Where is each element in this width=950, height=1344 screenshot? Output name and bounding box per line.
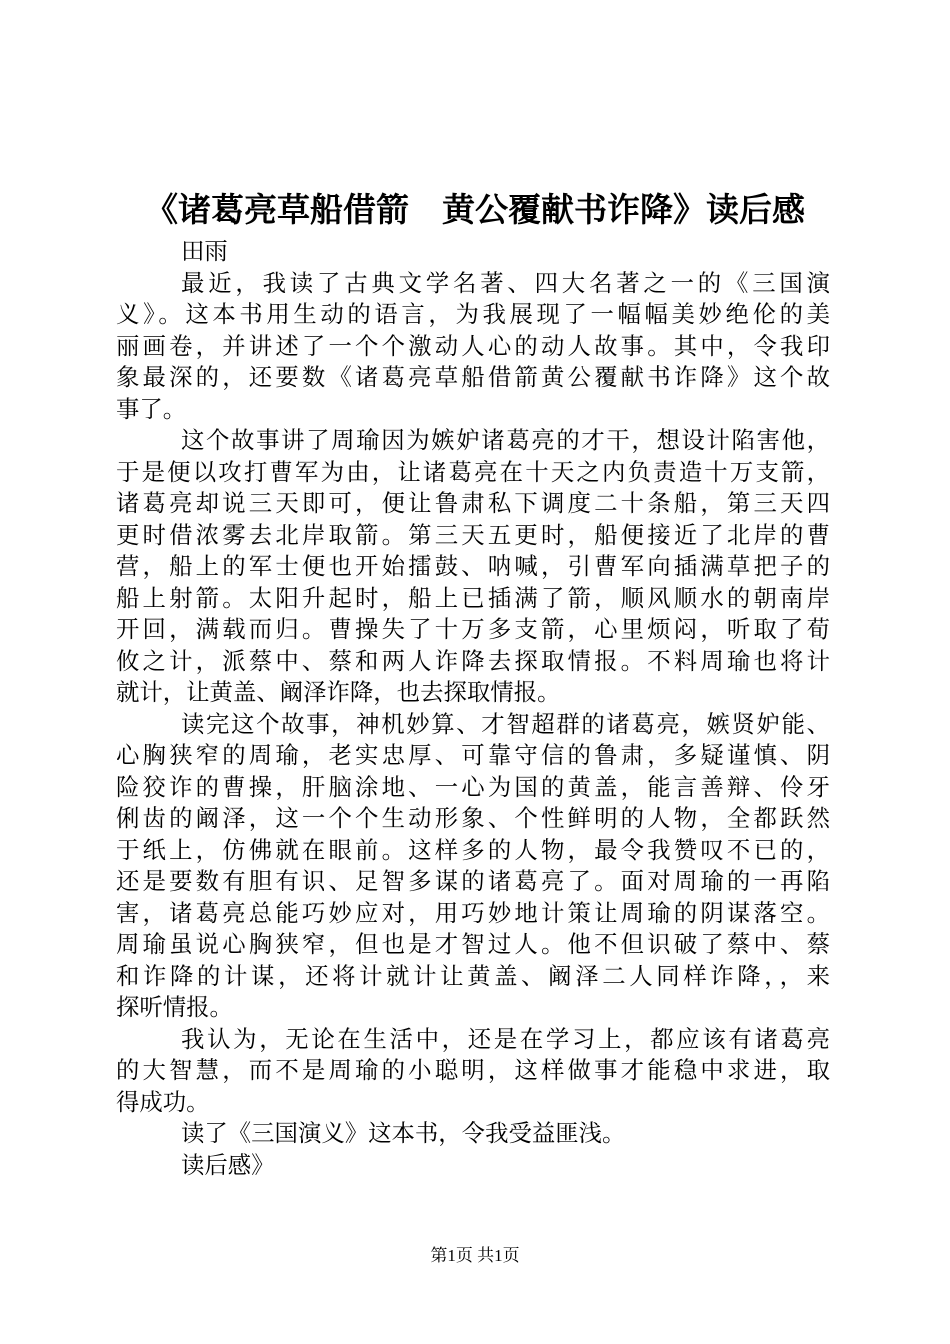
paragraph-4-line-1: 我认为，无论在生活中，还是在学习上，都应该有诸葛亮 xyxy=(181,1024,830,1053)
paragraph-1-line-3: 丽画卷，并讲述了一个个激动人心的动人故事。其中，令我印 xyxy=(116,331,830,360)
paragraph-1-line-2: 义》。这本书用生动的语言，为我展现了一幅幅美妙绝伦的美 xyxy=(116,300,830,328)
paragraph-4-line-2: 的大智慧，而不是周瑜的小聪明，这样做事才能稳中求进，取 xyxy=(116,1056,830,1084)
paragraph-3-line-8: 周瑜虽说心胸狭窄，但也是才智过人。他不但识破了蔡中、蔡 xyxy=(116,930,830,958)
paragraph-1-line-1: 最近，我读了古典文学名著、四大名著之一的《三国演 xyxy=(181,268,830,297)
paragraph-3-line-6: 还是要数有胆有识、足智多谋的诸葛亮了。面对周瑜的一再陷 xyxy=(116,867,830,895)
paragraph-2-line-3: 诸葛亮却说三天即可，便让鲁肃私下调度二十条船，第三天四 xyxy=(116,489,830,517)
paragraph-3-line-1: 读完这个故事，神机妙算、才智超群的诸葛亮，嫉贤妒能、 xyxy=(181,709,830,738)
paragraph-3-line-10: 探听情报。 xyxy=(116,993,233,1021)
paragraph-3-line-7: 害，诸葛亮总能巧妙应对，用巧妙地计策让周瑜的阴谋落空。 xyxy=(116,898,830,927)
paragraph-3-line-4: 俐齿的阚泽，这一个个生动形象、个性鲜明的人物，全都跃然 xyxy=(116,804,830,832)
paragraph-3-line-9: 和诈降的计谋，还将计就计让黄盖、阚泽二人同样诈降，，来 xyxy=(116,961,830,990)
paragraph-1-line-5: 事了。 xyxy=(116,394,187,423)
paragraph-2-line-4: 更时借浓雾去北岸取箭。第三天五更时，船便接近了北岸的曹 xyxy=(116,520,830,549)
paragraph-2-line-8: 攸之计，派蔡中、蔡和两人诈降去探取情报。不料周瑜也将计 xyxy=(116,646,830,675)
paragraph-5-line-1: 读了《三国演义》这本书，令我受益匪浅。 xyxy=(181,1119,626,1147)
paragraph-3-line-5: 于纸上，仿佛就在眼前。这样多的人物，最令我赞叹不已的， xyxy=(116,835,830,864)
paragraph-2-line-9: 就计，让黄盖、阚泽诈降，也去探取情报。 xyxy=(116,678,561,706)
closing-line: 读后感》 xyxy=(181,1150,275,1179)
paragraph-2-line-5: 营，船上的军士便也开始擂鼓、呐喊，引曹军向插满草把子的 xyxy=(116,552,830,580)
paragraph-4-line-3: 得成功。 xyxy=(116,1087,210,1116)
document-body xyxy=(116,236,830,1181)
paragraph-3-line-3: 险狡诈的曹操，肝脑涂地、一心为国的黄盖，能言善辩、伶牙 xyxy=(116,772,830,801)
paragraph-2-line-6: 船上射箭。太阳升起时，船上已插满了箭，顺风顺水的朝南岸 xyxy=(116,583,830,612)
paragraph-3-line-2: 心胸狭窄的周瑜，老实忠厚、可靠守信的鲁肃，多疑谨慎、阴 xyxy=(116,741,830,769)
author-name: 田雨 xyxy=(181,237,228,265)
page-footer: 第1页 共1页 xyxy=(430,1246,520,1265)
paragraph-2-line-1: 这个故事讲了周瑜因为嫉妒诸葛亮的才干，想设计陷害他， xyxy=(181,426,830,454)
paragraph-2-line-7: 开回，满载而归。曹操失了十万多支箭，心里烦闷，听取了荀 xyxy=(116,615,830,643)
document-title: 《诸葛亮草船借箭 黄公覆献书诈降》读后感 xyxy=(145,190,805,229)
paragraph-2-line-2: 于是便以攻打曹军为由，让诸葛亮在十天之内负责造十万支箭， xyxy=(116,457,830,486)
paragraph-1-line-4: 象最深的，还要数《诸葛亮草船借箭黄公覆献书诈降》这个故 xyxy=(116,363,830,391)
